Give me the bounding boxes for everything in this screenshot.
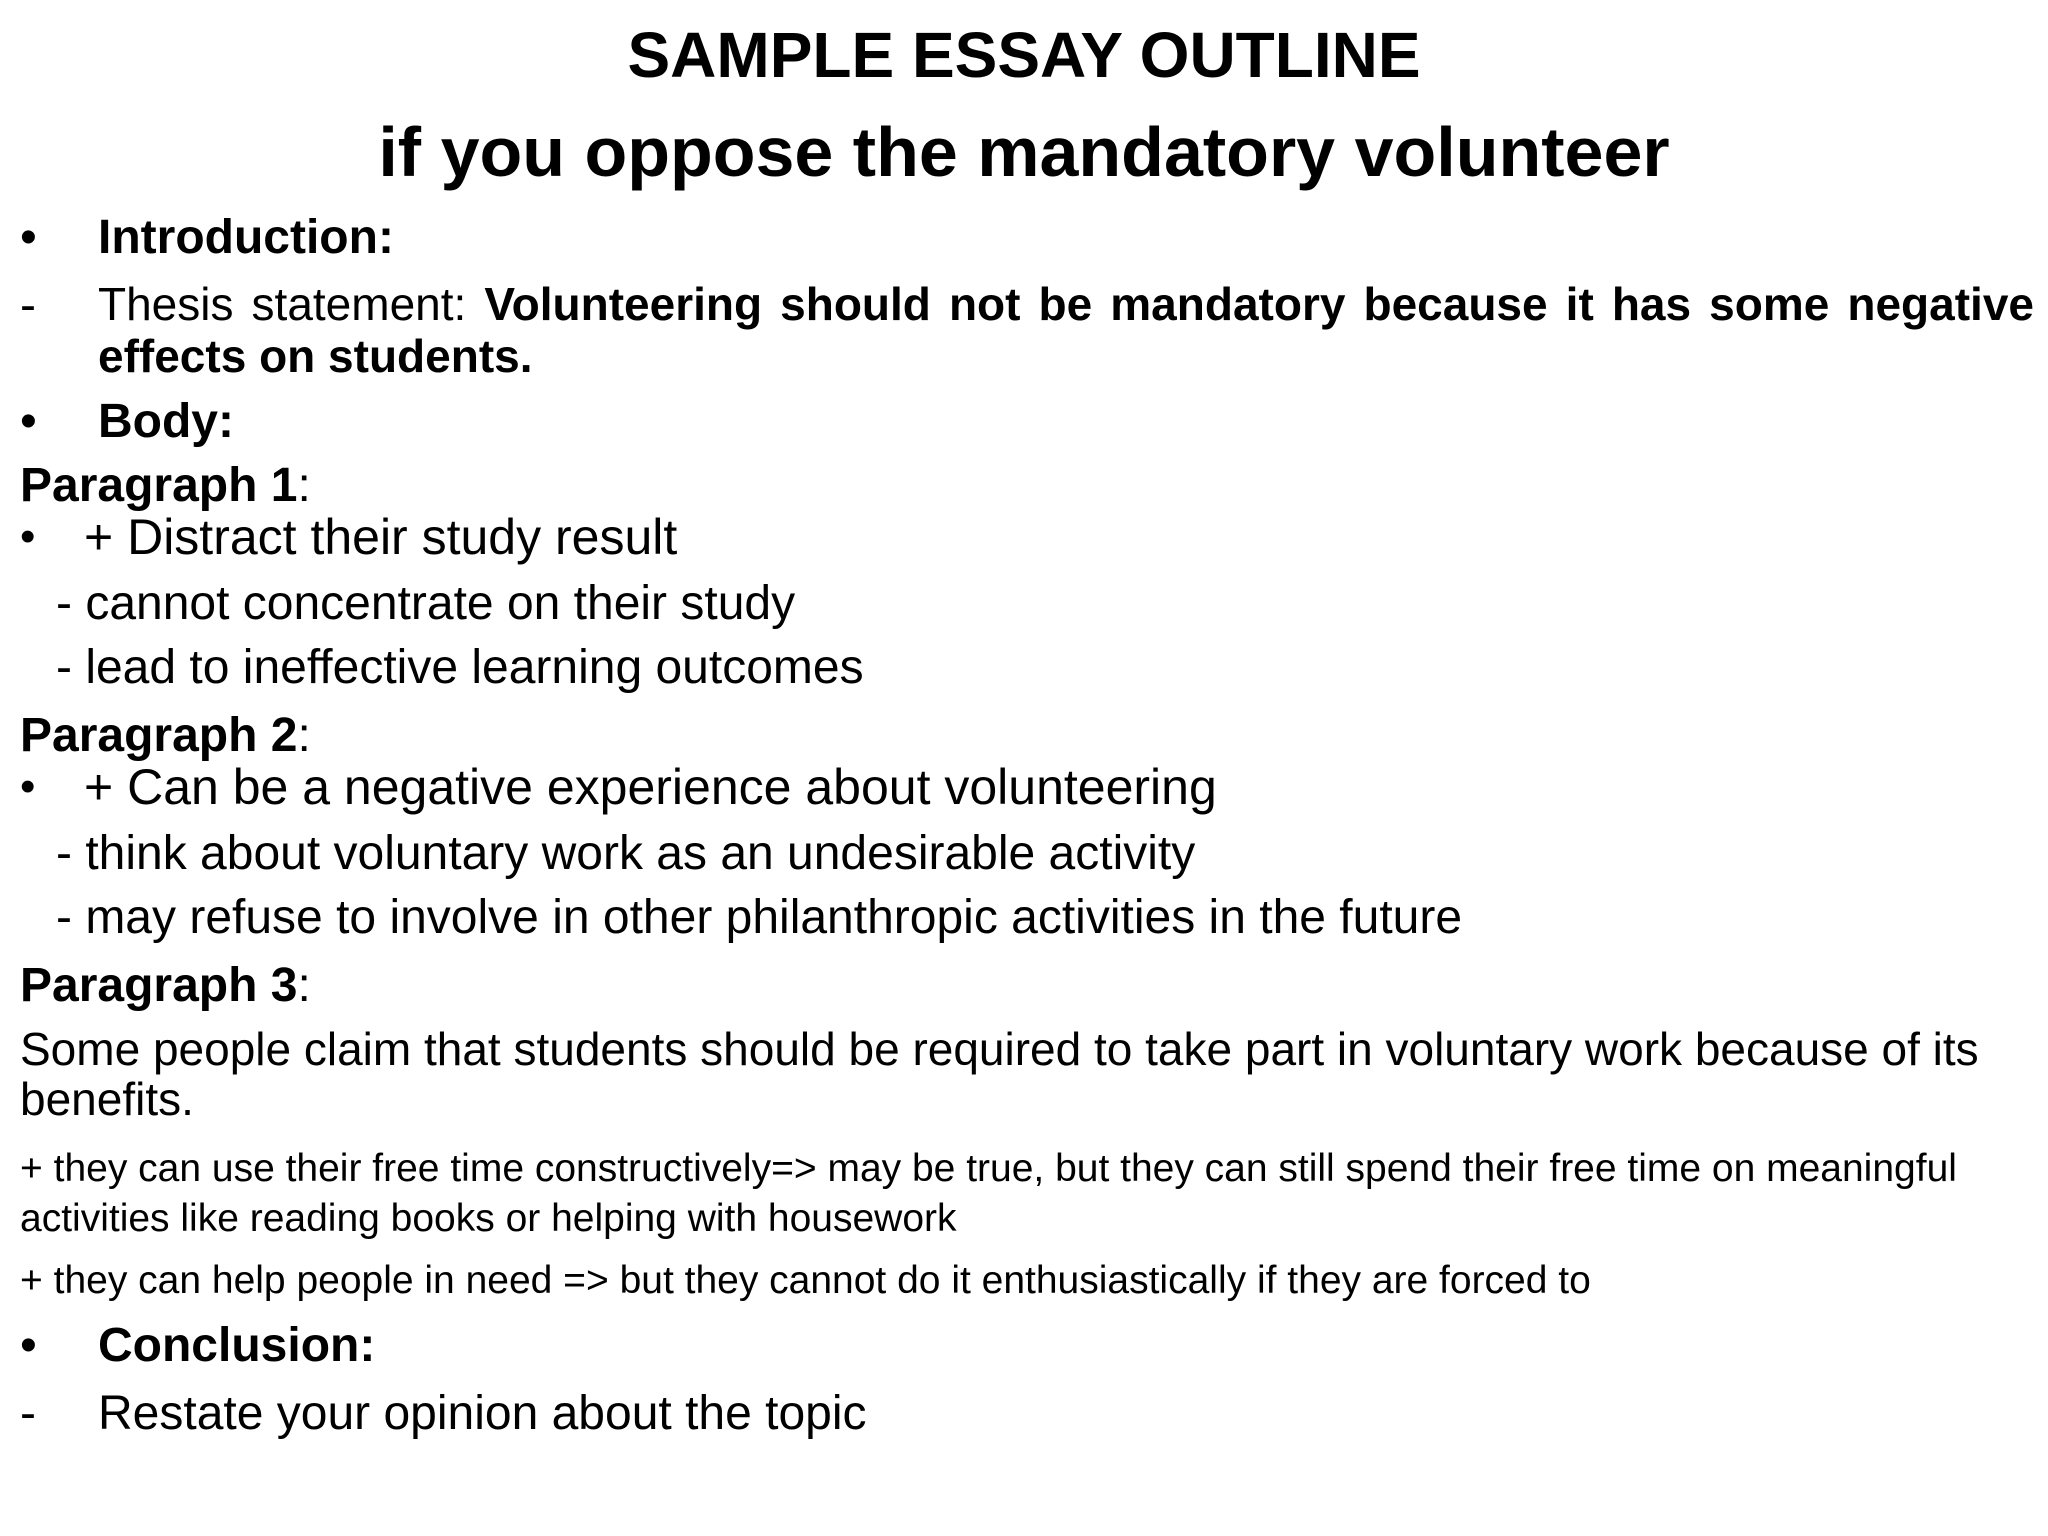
conclusion-point: Restate your opinion about the topic: [98, 1387, 867, 1440]
paragraph-3-rebuttal: + they can use their free time constructively=> may be true, but they can still spend their free time on meaningful activities like reading books or helping with housework: [20, 1147, 1957, 1240]
bullet-marker: •: [20, 1319, 37, 1372]
dash-marker: -: [20, 1387, 36, 1440]
page-subtitle: if you oppose the mandatory volunteer: [378, 113, 1670, 191]
bullet-marker: •: [20, 395, 37, 448]
paragraph-2-detail: - may refuse to involve in other philanthropic activities in the future: [56, 891, 1463, 944]
paragraph-3-rebuttal: + they can help people in need => but they cannot do it enthusiastically if they are forced to: [20, 1259, 1591, 1302]
paragraph-1-detail: - lead to ineffective learning outcomes: [56, 641, 864, 694]
conclusion-heading: Conclusion:: [98, 1319, 376, 1372]
paragraph-1-heading: [20, 458, 311, 514]
thesis-label: Thesis statement:: [98, 278, 485, 330]
paragraph-3-heading: [20, 958, 311, 1014]
paragraph-2-colon: :: [297, 709, 311, 762]
introduction-heading: Introduction:: [98, 211, 394, 264]
paragraph-2-detail: - think about voluntary work as an undesirable activity: [56, 827, 1196, 880]
paragraph-1-point-text: + Distract their study result: [84, 509, 678, 565]
page-title: SAMPLE ESSAY OUTLINE: [627, 19, 1421, 91]
paragraph-2-point-text: + Can be a negative experience about volunteering: [84, 759, 1217, 815]
paragraph-3-claim: Some people claim that students should be required to take part in voluntary work because of its benefits.: [20, 1023, 1979, 1125]
bullet-marker: •: [20, 762, 36, 811]
paragraph-2-label: Paragraph 2: [20, 709, 298, 762]
bullet-marker: •: [20, 211, 37, 264]
body-heading: Body:: [98, 395, 234, 448]
paragraph-1-colon: :: [297, 459, 311, 512]
thesis-text: Volunteering should not be mandatory because it has some negative effects on students.: [98, 278, 2034, 382]
paragraph-3-label: Paragraph 3: [20, 959, 298, 1012]
paragraph-1-detail: - cannot concentrate on their study: [56, 577, 796, 630]
dash-marker: -: [20, 279, 36, 332]
paragraph-2-heading: [20, 708, 311, 764]
paragraph-3-colon: :: [297, 959, 311, 1012]
thesis-statement: [98, 278, 2034, 382]
bullet-marker: •: [20, 512, 36, 561]
paragraph-1-label: Paragraph 1: [20, 459, 298, 512]
